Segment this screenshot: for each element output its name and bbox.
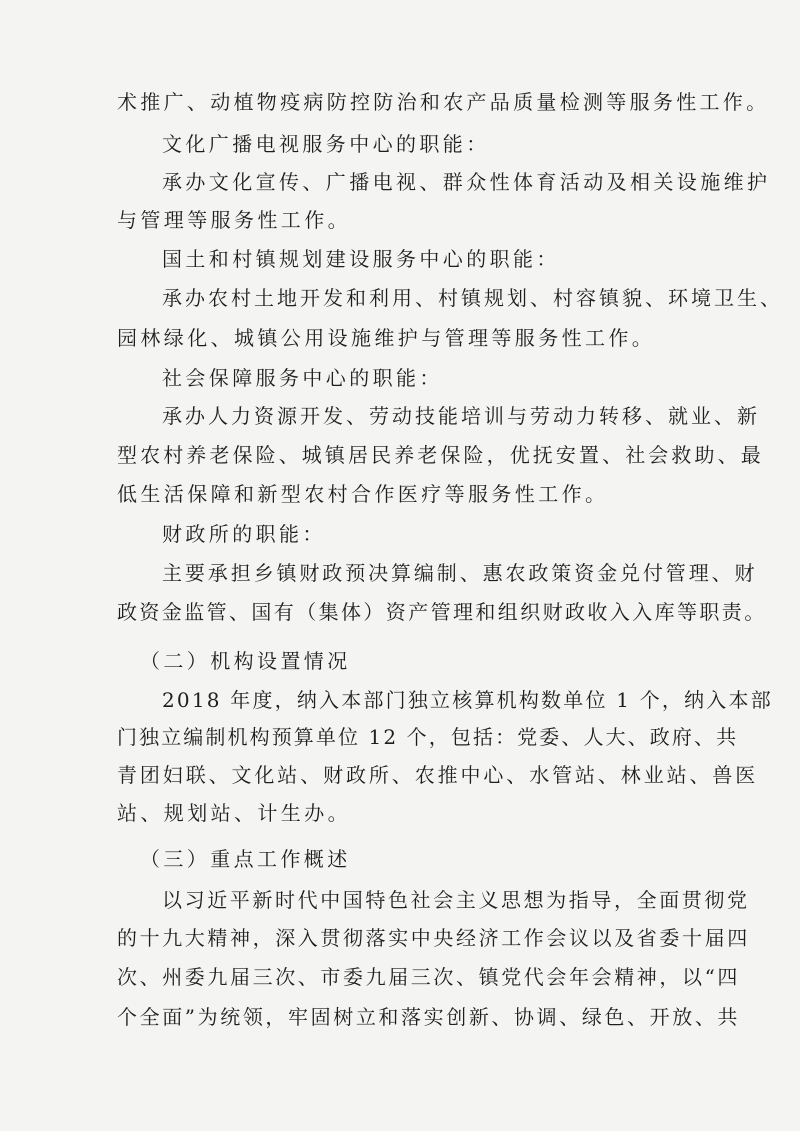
body-text-line: 低生活保障和新型农村合作医疗等服务性工作。 bbox=[117, 482, 609, 506]
body-text-line: 与管理等服务性工作。 bbox=[117, 208, 351, 232]
section-heading: （二）机构设置情况 bbox=[140, 649, 351, 673]
body-text-line: 次、州委九届三次、市委九届三次、镇党代会年会精神，以“四 bbox=[117, 965, 741, 989]
body-text-line: 个全面”为统领，牢固树立和落实创新、协调、绿色、开放、共 bbox=[117, 1005, 741, 1029]
body-text-line: 2018 年度，纳入本部门独立核算机构数单位 1 个，纳入本部 bbox=[162, 688, 773, 712]
body-text-line: 园林绿化、城镇公用设施维护与管理等服务性工作。 bbox=[117, 326, 656, 350]
body-text-line: 承办农村土地开发和利用、村镇规划、村容镇貌、环境卫生、 bbox=[162, 286, 783, 310]
body-text-line: 型农村养老保险、城镇居民养老保险，优抚安置、社会救助、最 bbox=[117, 443, 764, 467]
body-text-line: 承办文化宣传、广播电视、群众性体育活动及相关设施维护 bbox=[162, 170, 771, 194]
section-heading: 财政所的职能： bbox=[162, 522, 326, 546]
body-text-line: 站、规划站、计生办。 bbox=[117, 801, 351, 825]
section-heading: 社会保障服务中心的职能： bbox=[162, 366, 443, 390]
body-text-line: 的十九大精神，深入贯彻落实中央经济工作会议以及省委十届四 bbox=[117, 926, 750, 950]
body-text-line: 术推广、动植物疫病防控防治和农产品质量检测等服务性工作。 bbox=[117, 90, 770, 114]
section-heading: （三）重点工作概述 bbox=[140, 847, 351, 871]
body-text-line: 政资金监管、国有（集体）资产管理和组织财政收入入库等职责。 bbox=[117, 600, 767, 624]
section-heading: 国土和村镇规划建设服务中心的职能： bbox=[162, 247, 560, 271]
body-text-line: 门独立编制机构预算单位 12 个，包括：党委、人大、政府、共 bbox=[117, 725, 739, 749]
body-text-line: 主要承担乡镇财政预决算编制、惠农政策资金兑付管理、财 bbox=[162, 561, 758, 585]
section-heading: 文化广播电视服务中心的职能： bbox=[162, 132, 490, 156]
body-text-line: 以习近平新时代中国特色社会主义思想为指导，全面贯彻党 bbox=[162, 888, 750, 912]
body-text-line: 承办人力资源开发、劳动技能培训与劳动力转移、就业、新 bbox=[162, 404, 760, 428]
body-text-line: 青团妇联、文化站、财政所、农推中心、水管站、林业站、兽医 bbox=[117, 763, 759, 787]
